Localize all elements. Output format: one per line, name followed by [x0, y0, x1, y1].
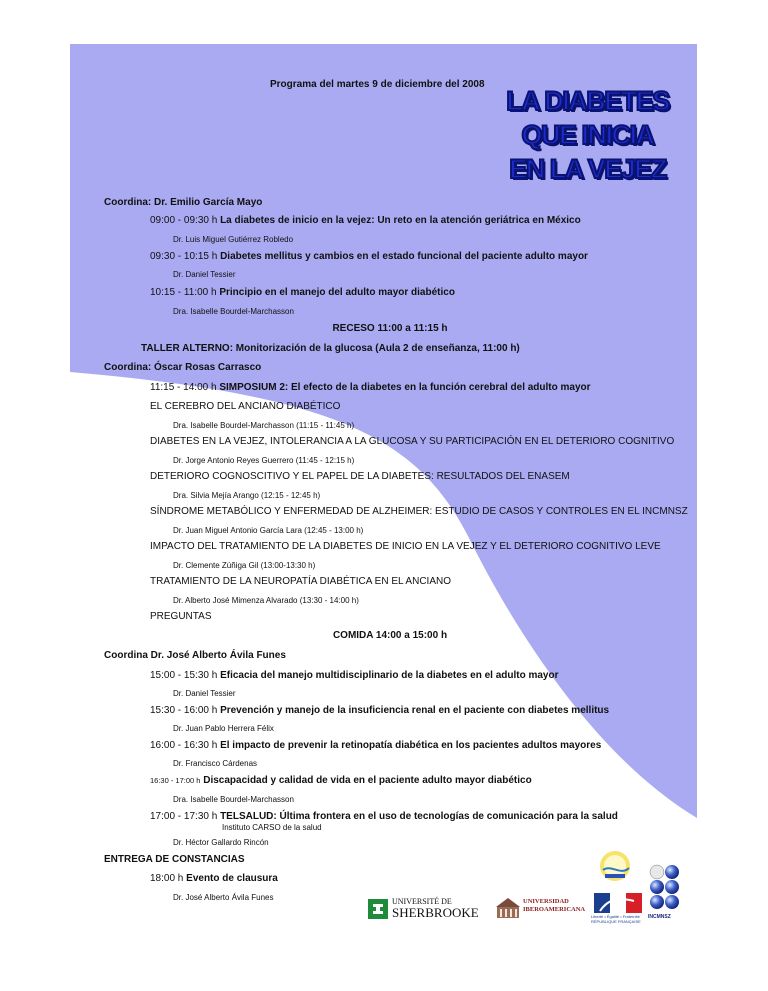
ibero-line-1: UNIVERSIDAD — [523, 898, 569, 905]
france-republique: RÉPUBLIQUE FRANÇAISE — [591, 919, 641, 924]
sun-emblem-icon — [593, 846, 637, 886]
symposium-topic-3: DETERIORO COGNOSCITIVO Y EL PAPEL DE LA DIABETES: RESULTADOS DEL ENASEM — [150, 471, 570, 482]
talk-title: Diabetes mellitus y cambios en el estado funcional del paciente adulto mayor — [220, 251, 588, 262]
talk-title: Prevención y manejo de la insuficiencia renal en el paciente con diabetes mellitus — [220, 705, 610, 716]
symposium-speaker-4: Dr. Juan Miguel Antonio García Lara (12:45 - 13:00 h) — [173, 526, 364, 535]
sherbrooke-logo — [366, 896, 492, 922]
sherbrooke-emblem-icon — [368, 899, 388, 919]
symposium-time: 11:15 - 14:00 h — [150, 382, 217, 393]
symposium-topic-1: EL CEREBRO DEL ANCIANO DIABÉTICO — [150, 401, 341, 412]
talk-title: TELSALUD: Última frontera en el uso de tecnologías de comunicación para la salud — [220, 811, 618, 822]
questions-preguntas: PREGUNTAS — [150, 611, 212, 622]
workshop-taller-alterno: TALLER ALTERNO: Monitorización de la glucosa (Aula 2 de enseñanza, 11:00 h) — [141, 343, 520, 354]
title-line-2: QUE INICIA — [521, 120, 654, 150]
event-title — [505, 84, 670, 186]
french-flag-icon — [594, 893, 642, 913]
talk-title: La diabetes de inicio en la vejez: Un reto en la atención geriátrica en México — [220, 215, 581, 226]
symposium-speaker-1: Dra. Isabelle Bourdel-Marchasson (11:15 - 11:45 h) — [173, 421, 355, 430]
symposium-topic-6: TRATAMIENTO DE LA NEUROPATÍA DIABÉTICA EN EL ANCIANO — [150, 576, 451, 587]
closing-title: Evento de clausura — [186, 873, 278, 884]
talk-time: 17:00 - 17:30 h — [150, 811, 218, 822]
sun-logo — [593, 846, 637, 886]
france-motto: Liberté • Égalité • Fraternité — [591, 914, 640, 919]
session1-talk1 — [150, 214, 581, 227]
talk-title: Discapacidad y calidad de vida en el paciente adulto mayor diabético — [203, 775, 532, 786]
session1-coordinator: Coordina: Dr. Emilio García Mayo — [104, 197, 263, 208]
session1-talk3-speaker: Dra. Isabelle Bourdel-Marchasson — [173, 307, 294, 316]
symposium-heading — [150, 381, 591, 394]
certificates-heading: ENTREGA DE CONSTANCIAS — [104, 854, 245, 865]
talk-time: 16:00 - 16:30 h — [150, 740, 218, 751]
symposium-topic-5: IMPACTO DEL TRATAMIENTO DE LA DIABETES DE INICIO EN LA VEJEZ Y EL DETERIORO COGNITIVO LEVE — [150, 541, 661, 552]
session1-talk2-speaker: Dr. Daniel Tessier — [173, 270, 236, 279]
ibero-line-2: IBEROAMERICANA — [523, 906, 586, 913]
session1-talk2 — [150, 250, 588, 263]
session3-talk1 — [150, 669, 559, 682]
session1-talk3 — [150, 286, 455, 299]
session3-talk5 — [150, 810, 618, 823]
talk-time: 10:15 - 11:00 h — [150, 287, 217, 298]
talk-time: 09:30 - 10:15 h — [150, 251, 218, 262]
session3-talk1-speaker: Dr. Daniel Tessier — [173, 689, 236, 698]
symposium-speaker-2: Dr. Jorge Antonio Reyes Guerrero (11:45 - 12:15 h) — [173, 456, 355, 465]
session3-talk2-speaker: Dr. Juan Pablo Herrera Félix — [173, 724, 274, 733]
republique-francaise-logo — [591, 893, 645, 923]
lunch-comida: COMIDA 14:00 a 15:00 h — [332, 630, 448, 641]
ibero-building-icon — [496, 896, 520, 920]
symposium-speaker-5: Dr. Clemente Zúñiga Gil (13:00-13:30 h) — [173, 561, 316, 570]
session3-coordinator: Coordina Dr. José Alberto Ávila Funes — [104, 650, 286, 661]
break-receso: RECESO 11:00 a 11:15 h — [332, 323, 448, 334]
talk-time: 15:30 - 16:00 h — [150, 705, 218, 716]
symposium-topic-2: DIABETES EN LA VEJEZ, INTOLERANCIA A LA GLUCOSA Y SU PARTICIPACIÓN EN EL DETERIORO COGNITIVO — [150, 436, 675, 447]
session1-talk1-speaker: Dr. Luis Miguel Gutiérrez Robledo — [173, 235, 294, 244]
symposium-topic-4: SÍNDROME METABÓLICO Y ENFERMEDAD DE ALZHEIMER: ESTUDIO DE CASOS Y CONTROLES EN EL INCMNSZ — [150, 506, 688, 517]
incmnsz-caption: INCMNSZ — [648, 914, 671, 920]
closing-time: 18:00 h — [150, 873, 184, 884]
session3-talk3 — [150, 739, 601, 752]
session3-talk3-speaker: Dr. Francisco Cárdenas — [173, 759, 258, 768]
symposium-speaker-3: Dra. Silvia Mejía Arango (12:15 - 12:45 h) — [173, 491, 321, 500]
session3-talk2 — [150, 704, 609, 717]
session3-talk5-affiliation: Instituto CARSO de la salud — [222, 823, 322, 832]
title-line-1: LA DIABETES — [506, 86, 669, 116]
talk-title: Principio en el manejo del adulto mayor diabético — [219, 287, 455, 298]
symposium-speaker-6: Dr. Alberto José Mimenza Alvarado (13:30 - 14:00 h) — [173, 596, 359, 605]
talk-title: El impacto de prevenir la retinopatía diabética en los pacientes adultos mayores — [220, 740, 602, 751]
session3-talk5-speaker: Dr. Héctor Gallardo Rincón — [173, 838, 269, 847]
sherbrooke-line-2: SHERBROOKE — [392, 905, 479, 920]
talk-time: 15:00 - 15:30 h — [150, 670, 218, 681]
ibero-logo — [496, 894, 586, 922]
program-date: Programa del martes 9 de diciembre del 2008 — [270, 79, 485, 90]
closing-event — [150, 872, 278, 885]
talk-time: 16:30 - 17:00 h — [150, 776, 201, 785]
title-line-3: EN LA VEJEZ — [509, 154, 666, 184]
talk-time: 09:00 - 09:30 h — [150, 215, 218, 226]
talk-title: Eficacia del manejo multidisciplinario de la diabetes en el adulto mayor — [220, 670, 559, 681]
session3-talk4-speaker: Dra. Isabelle Bourdel-Marchasson — [173, 795, 294, 804]
incmnsz-logo — [648, 864, 684, 922]
sherbrooke-line-1: UNIVERSITÉ DE — [392, 897, 452, 906]
closing-speaker: Dr. José Alberto Ávila Funes — [173, 893, 274, 902]
blue-spheres-icon — [648, 864, 684, 914]
session2-coordinator: Coordina: Óscar Rosas Carrasco — [104, 362, 262, 373]
session3-talk4 — [150, 774, 532, 787]
symposium-title: SIMPOSIUM 2: El efecto de la diabetes en la función cerebral del adulto mayor — [219, 382, 591, 393]
